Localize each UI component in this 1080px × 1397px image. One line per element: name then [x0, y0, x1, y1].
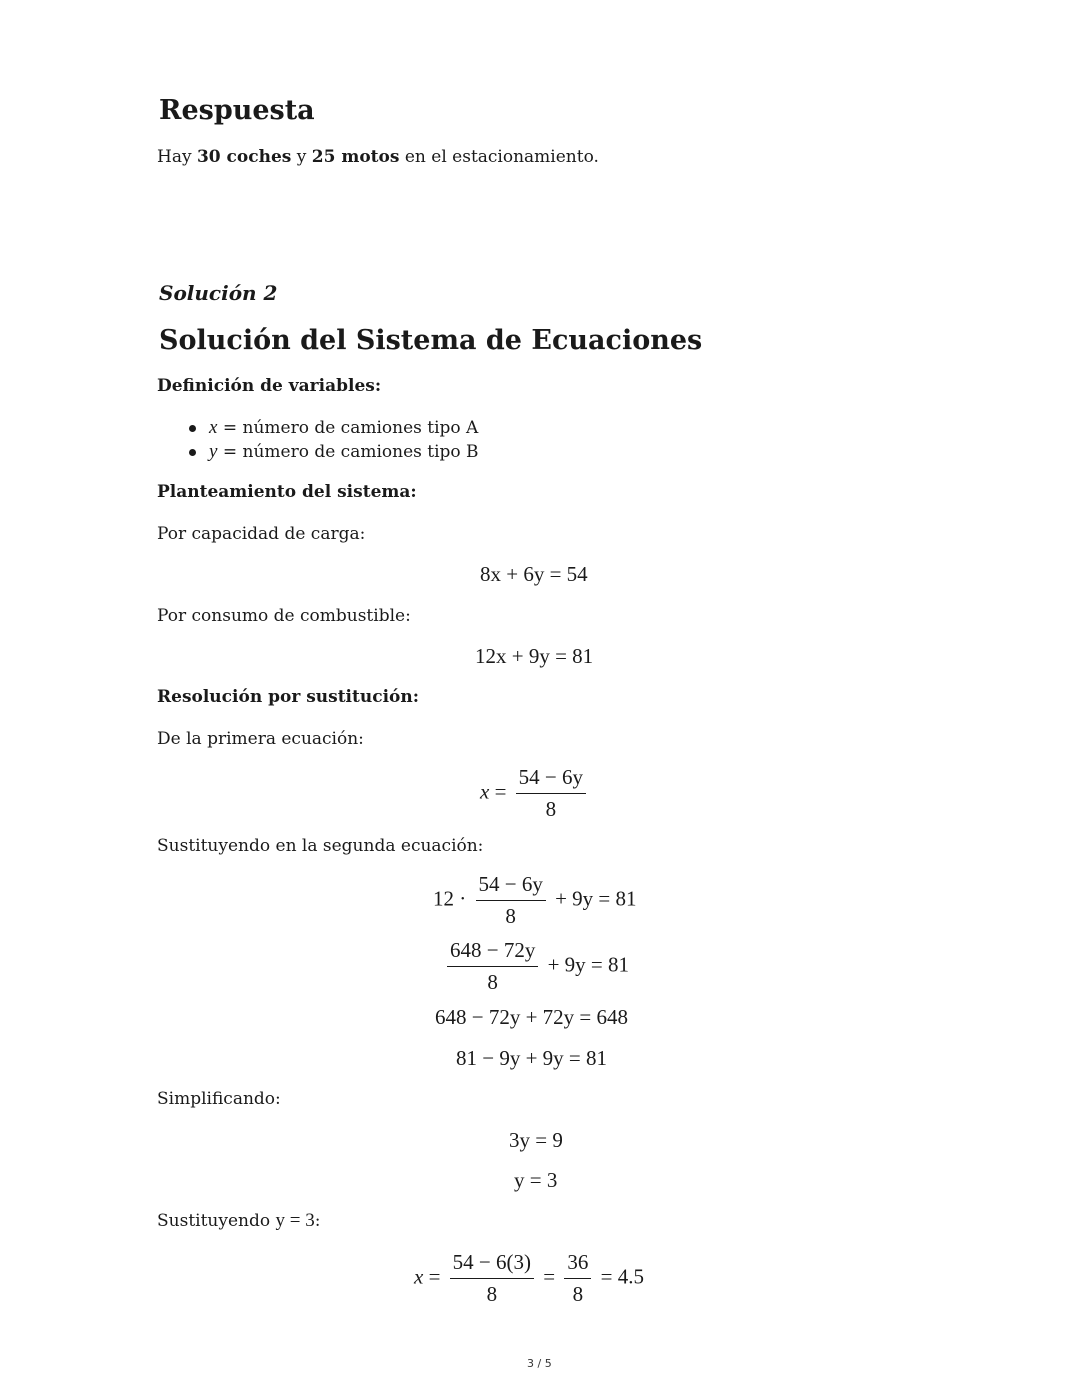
fraction-numerator: 54 − 6y: [476, 872, 546, 901]
fraction: [516, 765, 586, 822]
fraction-denominator: 8: [487, 970, 498, 994]
variable-symbol: y: [209, 441, 218, 462]
fraction-numerator: 54 − 6(3): [450, 1250, 534, 1279]
page-number: 3 / 5: [527, 1357, 552, 1370]
step-2: [443, 938, 629, 995]
variable-symbol: x: [209, 417, 218, 438]
planteamiento-heading: Planteamiento del sistema:: [157, 482, 417, 502]
fraction-numerator: 36: [564, 1250, 591, 1279]
respuesta-heading: Respuesta: [159, 95, 315, 126]
def-heading: Definición de variables:: [157, 376, 382, 396]
simplificando-text: Simplificando:: [157, 1089, 281, 1109]
sustituyendo-y-pre: Sustituyendo: [157, 1211, 276, 1231]
por-consumo-text: Por consumo de combustible:: [157, 606, 411, 626]
step-2-suffix: + 9y = 81: [547, 952, 630, 977]
sustituyendo-segunda-text: Sustituyendo en la segunda ecuación:: [157, 836, 484, 856]
respuesta-text: [157, 147, 599, 167]
sustituyendo-y-math: y = 3: [275, 1210, 315, 1231]
final-result: = 4.5: [600, 1264, 644, 1289]
de-primera-text: De la primera ecuación:: [157, 729, 364, 749]
respuesta-text-post: en el estacionamiento.: [399, 147, 599, 167]
fraction-denominator: 8: [486, 1282, 498, 1306]
variable-desc: = número de camiones tipo A: [217, 418, 479, 438]
sustituyendo-y-text: [157, 1210, 320, 1232]
por-capacidad-text: Por capacidad de carga:: [157, 524, 366, 544]
variables-list: [209, 417, 479, 465]
respuesta-text-pre: Hay: [157, 147, 197, 167]
step-1-suffix: + 9y = 81: [555, 886, 637, 911]
respuesta-coches: 30 coches: [196, 147, 292, 167]
fraction: [476, 872, 546, 929]
math-x: x: [480, 779, 490, 804]
equation-x-isolated: x = $\frac{54 - 6y}{8}$: [480, 765, 590, 822]
final-equation: x = $\frac{54 - 6(3)}{8}$ = $\frac{36}{8}$ = 4.5: [414, 1250, 644, 1306]
fraction-numerator: 648 − 72y: [447, 938, 538, 967]
equation-1: 8x + 6y = 54: [480, 562, 588, 586]
variable-desc: = número de camiones tipo B: [217, 442, 479, 462]
fraction-denominator: 8: [572, 1282, 584, 1306]
step-3: 648 − 72y + 72y = 648: [435, 1005, 629, 1029]
resolucion-heading: Resolución por sustitución:: [157, 687, 420, 707]
step-1: [433, 872, 637, 929]
list-item: [209, 441, 479, 465]
step-1-prefix: 12 ·: [433, 886, 467, 911]
fraction: [447, 938, 538, 995]
bullet-icon: [189, 425, 196, 432]
fraction-numerator: 54 − 6y: [516, 765, 586, 794]
sustituyendo-y-post: :: [314, 1211, 321, 1231]
math-x: x: [414, 1264, 424, 1289]
bullet-icon: [189, 449, 196, 456]
equation-2: 12x + 9y = 81: [475, 644, 594, 668]
fraction: [450, 1250, 534, 1307]
fraction-denominator: 8: [505, 904, 516, 928]
solution-label: Solución 2: [159, 281, 278, 305]
list-item: [209, 417, 479, 441]
respuesta-text-mid: y: [291, 147, 312, 167]
solution-heading: Solución del Sistema de Ecuaciones: [159, 325, 703, 356]
fraction-denominator: 8: [545, 797, 557, 821]
respuesta-motos: 25 motos: [311, 147, 400, 167]
fraction: [564, 1250, 591, 1307]
step-4: 81 − 9y + 9y = 81: [456, 1046, 608, 1070]
equation-3y: 3y = 9: [509, 1128, 563, 1152]
equation-y: y = 3: [514, 1168, 558, 1192]
